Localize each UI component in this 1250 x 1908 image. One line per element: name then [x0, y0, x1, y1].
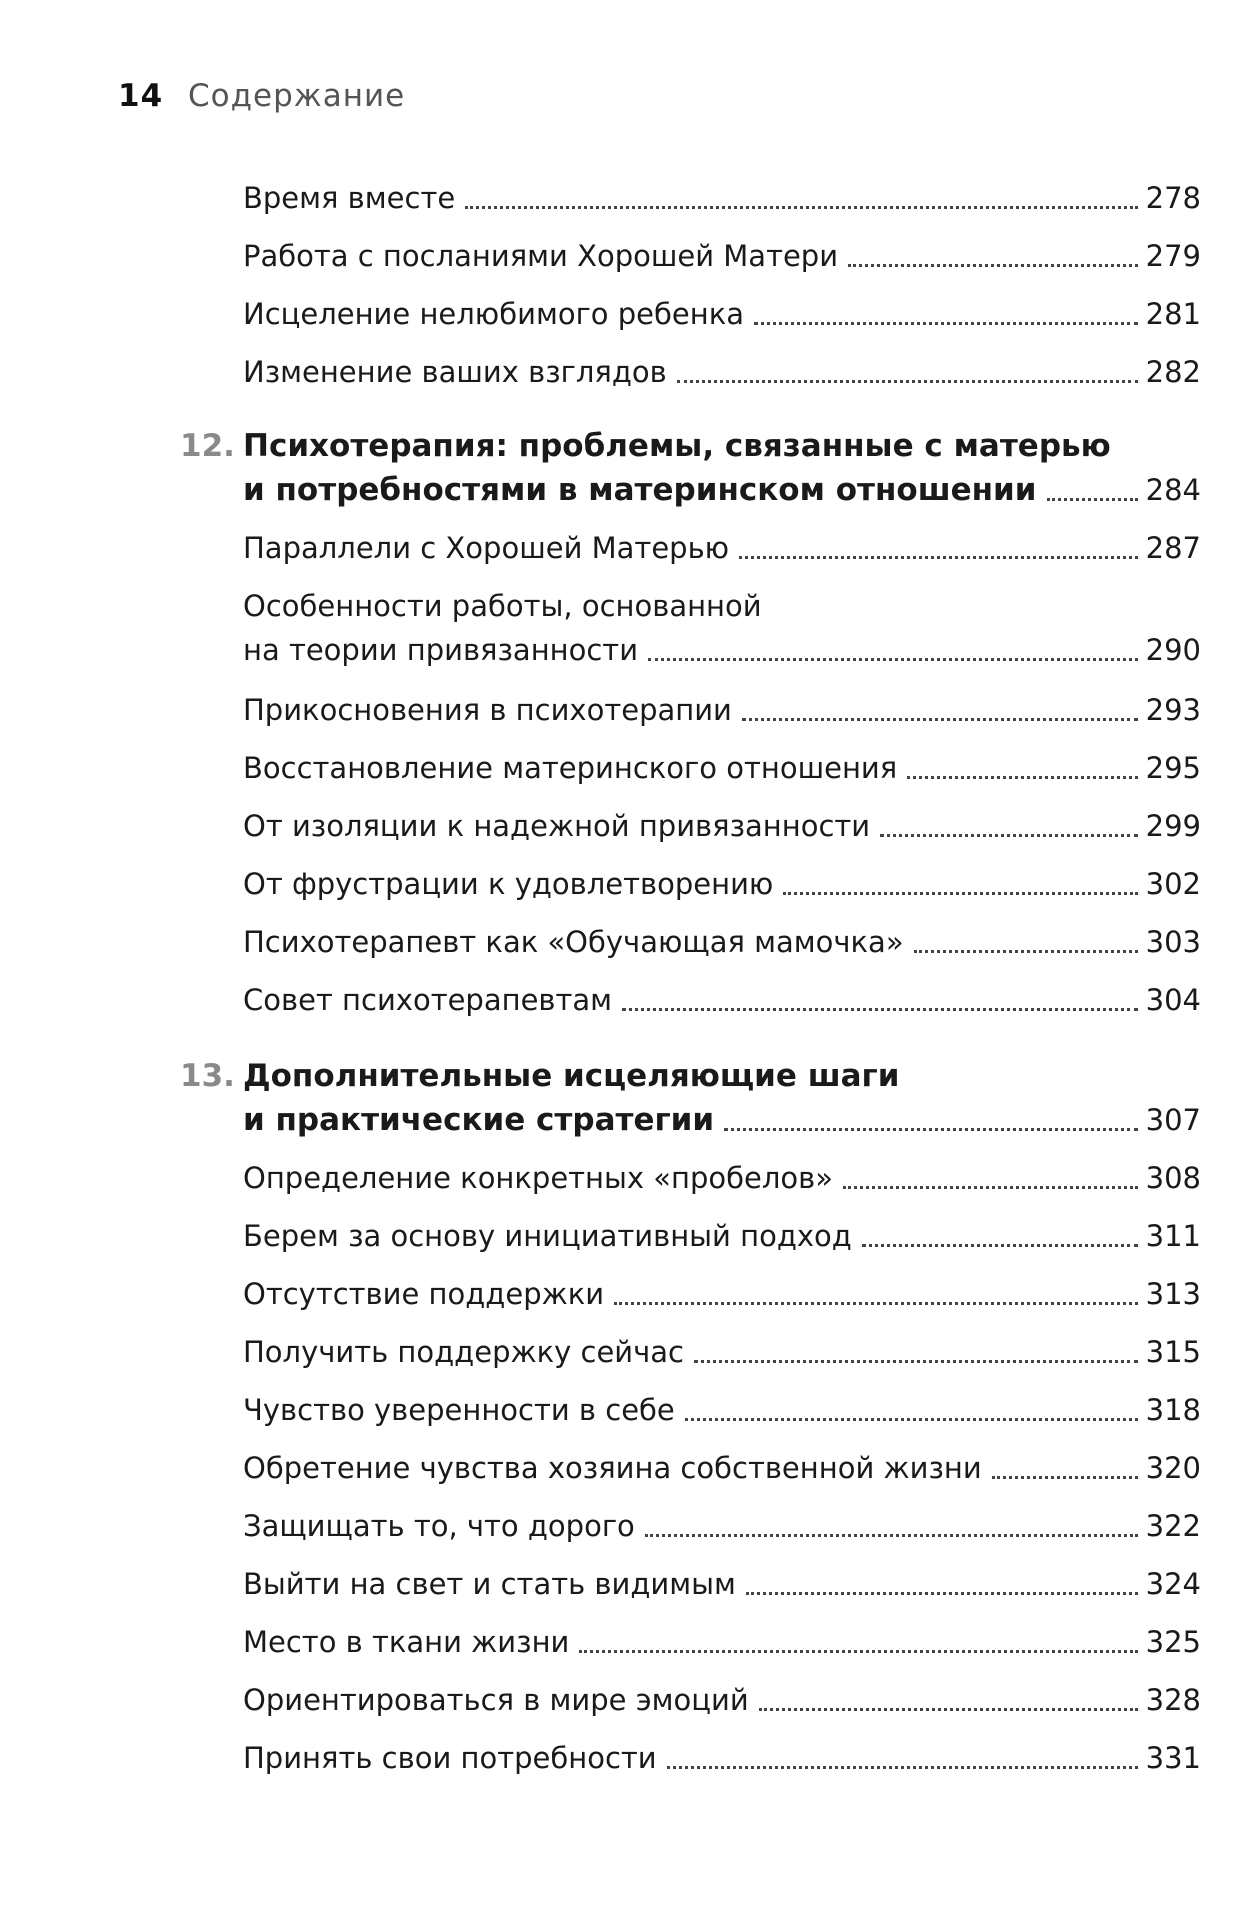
chapter-number: 12. — [180, 428, 235, 464]
toc-entry — [243, 1330, 1201, 1374]
toc-entry-page: 331 — [1145, 1741, 1201, 1775]
toc-entry — [243, 688, 1201, 732]
toc-entry-label: Ориентироваться в мире эмоций — [243, 1683, 749, 1717]
toc-entry-page: 293 — [1145, 693, 1201, 727]
dot-leader — [645, 1534, 1138, 1537]
toc-entry — [243, 1446, 1201, 1490]
toc-entry — [243, 1504, 1201, 1548]
toc-entry — [243, 862, 1201, 906]
toc-entry-page: 287 — [1145, 531, 1201, 565]
toc-entry-label: Время вместе — [243, 181, 456, 215]
page-number: 14 — [118, 78, 164, 114]
dot-leader — [614, 1302, 1138, 1305]
toc-entry-page: 322 — [1145, 1509, 1201, 1543]
dot-leader — [992, 1476, 1138, 1479]
dot-leader — [907, 776, 1137, 779]
toc-entry — [243, 1272, 1201, 1316]
dot-leader — [685, 1418, 1138, 1421]
toc-entry-label: Восстановление материнского отношения — [243, 751, 898, 785]
toc-entry — [243, 176, 1201, 220]
toc-entry-label: Обретение чувства хозяина собственной жизни — [243, 1451, 982, 1485]
dot-leader — [648, 658, 1138, 661]
toc-entry-page: 295 — [1145, 751, 1201, 785]
toc-entry-page: 299 — [1145, 809, 1201, 843]
toc-entry-label: Берем за основу инициативный подход — [243, 1219, 852, 1253]
dot-leader — [783, 892, 1137, 895]
toc-entry-page: 290 — [1145, 633, 1201, 667]
toc-entry-label-continuation: на теории привязанности — [243, 633, 639, 667]
toc-entry — [243, 978, 1201, 1022]
toc-entry-label: Определение конкретных «пробелов» — [243, 1161, 833, 1195]
dot-leader — [880, 834, 1138, 837]
toc-entry-label: Исцеление нелюбимого ребенка — [243, 297, 744, 331]
dot-leader — [677, 380, 1138, 383]
toc-entry-page: 313 — [1145, 1277, 1201, 1311]
dot-leader — [739, 556, 1138, 559]
toc-entry-label: Прикосновения в психотерапии — [243, 693, 732, 727]
toc-entry — [243, 1214, 1201, 1258]
running-title: Содержание — [188, 78, 406, 114]
toc-entry-page: 320 — [1145, 1451, 1201, 1485]
dot-leader — [579, 1650, 1137, 1653]
toc-entry-page: 324 — [1145, 1567, 1201, 1601]
toc-entry-label: Работа с посланиями Хорошей Матери — [243, 239, 839, 273]
dot-leader — [742, 718, 1138, 721]
toc-entry — [243, 234, 1201, 278]
toc-entry-page: 328 — [1145, 1683, 1201, 1717]
toc-entry-label: Изменение ваших взглядов — [243, 355, 667, 389]
toc-entry — [243, 920, 1201, 964]
dot-leader — [843, 1186, 1138, 1189]
dot-leader — [754, 322, 1138, 325]
chapter-number: 13. — [180, 1058, 235, 1094]
toc-entry-page: 282 — [1145, 355, 1201, 389]
toc-entry-label: Особенности работы, основанной — [243, 589, 762, 623]
toc-entry-page: 311 — [1145, 1219, 1201, 1253]
toc-entry — [243, 1388, 1201, 1432]
toc-entry — [243, 1156, 1201, 1200]
dot-leader — [848, 264, 1138, 267]
chapter-page: 307 — [1145, 1103, 1201, 1137]
toc-entry-page: 304 — [1145, 983, 1201, 1017]
dot-leader — [862, 1244, 1138, 1247]
toc-entry — [243, 526, 1201, 570]
toc-entry — [243, 1620, 1201, 1664]
toc-entry — [243, 1678, 1201, 1722]
chapter-title-continuation: и практические стратегии — [243, 1102, 715, 1138]
toc-entry-label: Место в ткани жизни — [243, 1625, 570, 1659]
toc-entry-page: 315 — [1145, 1335, 1201, 1369]
toc-entry-page: 281 — [1145, 297, 1201, 331]
chapter-title: Психотерапия: проблемы, связанные с матерью — [243, 428, 1111, 464]
toc-entry — [243, 584, 1201, 672]
dot-leader — [1047, 498, 1138, 501]
toc-entry-page: 302 — [1145, 867, 1201, 901]
toc-entry — [243, 1562, 1201, 1606]
toc-entry-page: 325 — [1145, 1625, 1201, 1659]
toc-entry-label: Совет психотерапевтам — [243, 983, 613, 1017]
toc-entry-page: 303 — [1145, 925, 1201, 959]
toc-entry — [243, 292, 1201, 336]
toc-entry-label: Принять свои потребности — [243, 1741, 657, 1775]
dot-leader — [694, 1360, 1138, 1363]
toc-entry-label: Выйти на свет и стать видимым — [243, 1567, 736, 1601]
toc-entry — [243, 1736, 1201, 1780]
chapter-title-continuation: и потребностями в материнском отношении — [243, 472, 1037, 508]
dot-leader — [622, 1008, 1138, 1011]
dot-leader — [465, 206, 1137, 209]
toc-entry-label: Психотерапевт как «Обучающая мамочка» — [243, 925, 904, 959]
toc-entry-label: Получить поддержку сейчас — [243, 1335, 684, 1369]
dot-leader — [746, 1592, 1138, 1595]
dot-leader — [724, 1128, 1138, 1131]
toc-entry — [243, 746, 1201, 790]
chapter-page: 284 — [1145, 473, 1201, 507]
toc-entry-label: Отсутствие поддержки — [243, 1277, 605, 1311]
toc-entry-page: 308 — [1145, 1161, 1201, 1195]
toc-entry-label: Чувство уверенности в себе — [243, 1393, 675, 1427]
toc-entry-label: От фрустрации к удовлетворению — [243, 867, 774, 901]
toc-entry-label: От изоляции к надежной привязанности — [243, 809, 871, 843]
toc-entry — [243, 804, 1201, 848]
dot-leader — [667, 1766, 1138, 1769]
dot-leader — [914, 950, 1138, 953]
toc-entry-label: Защищать то, что дорого — [243, 1509, 635, 1543]
toc-entry-page: 278 — [1145, 181, 1201, 215]
toc-entry — [243, 350, 1201, 394]
chapter-title-row — [243, 468, 1201, 512]
toc-entry-label: Параллели с Хорошей Матерью — [243, 531, 730, 565]
chapter-title: Дополнительные исцеляющие шаги — [243, 1058, 900, 1094]
chapter-title-row — [243, 1098, 1201, 1142]
toc-entry-page: 279 — [1145, 239, 1201, 273]
toc-entry-page: 318 — [1145, 1393, 1201, 1427]
dot-leader — [759, 1708, 1138, 1711]
